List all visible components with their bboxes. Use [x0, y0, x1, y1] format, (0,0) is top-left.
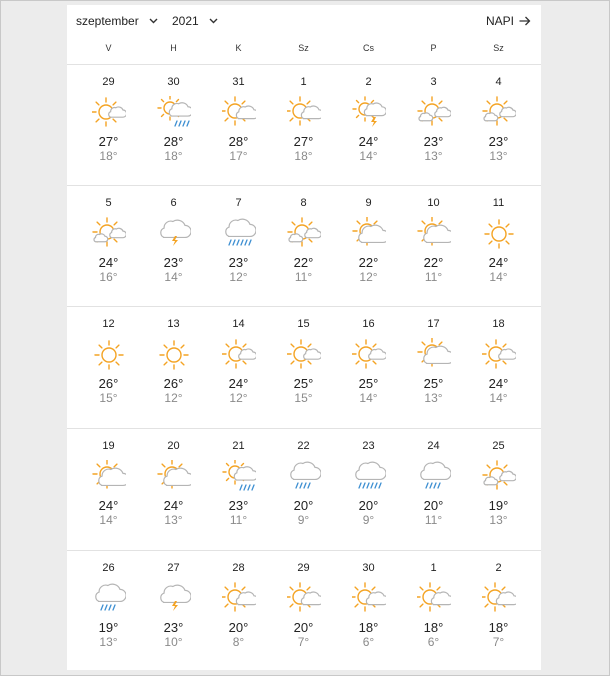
min-temperature: 13°: [424, 149, 443, 163]
max-temperature: 28°: [228, 134, 249, 149]
min-temperature: 13°: [424, 391, 443, 405]
day-cell[interactable]: [336, 307, 401, 417]
sun-icon: [92, 338, 126, 372]
year-select[interactable]: [172, 14, 218, 28]
max-temperature: 20°: [228, 620, 249, 635]
day-date: 12: [102, 318, 115, 330]
day-date: 4: [495, 76, 502, 88]
max-temperature: 26°: [98, 376, 119, 391]
cloud-rain-icon: [92, 582, 126, 616]
min-temperature: 13°: [489, 149, 508, 163]
sun-cloud-thunder-icon: [352, 96, 386, 130]
weekday-label: H: [170, 43, 177, 53]
sun-cloud-icon: [482, 582, 516, 616]
max-temperature: 23°: [163, 620, 184, 635]
day-cell[interactable]: [141, 186, 206, 296]
day-date: 2: [495, 562, 502, 574]
sun-cloud-small-icon: [352, 338, 386, 372]
max-temperature: 18°: [358, 620, 379, 635]
weekday-label: Sz: [298, 43, 309, 53]
sun-cloud-small-icon: [222, 338, 256, 372]
day-date: 17: [427, 318, 440, 330]
chevron-down-icon: [209, 18, 218, 24]
sun-cloud-big-icon: [92, 460, 126, 494]
day-date: 30: [167, 76, 180, 88]
min-temperature: 15°: [294, 391, 313, 405]
min-temperature: 10°: [164, 635, 183, 649]
max-temperature: 24°: [488, 376, 509, 391]
max-temperature: 20°: [293, 620, 314, 635]
min-temperature: 13°: [489, 513, 508, 527]
min-temperature: 14°: [164, 270, 183, 284]
min-temperature: 18°: [99, 149, 118, 163]
day-cell[interactable]: [141, 429, 206, 539]
day-cell[interactable]: [401, 551, 466, 661]
week-row: [76, 551, 531, 661]
max-temperature: 18°: [488, 620, 509, 635]
min-temperature: 18°: [164, 149, 183, 163]
day-cell[interactable]: [141, 551, 206, 661]
max-temperature: 19°: [98, 620, 119, 635]
day-date: 25: [492, 440, 505, 452]
min-temperature: 14°: [489, 391, 508, 405]
max-temperature: 24°: [98, 255, 119, 270]
min-temperature: 6°: [362, 635, 375, 649]
weekday-label: K: [235, 43, 242, 53]
day-cell[interactable]: [271, 551, 336, 661]
max-temperature: 23°: [488, 134, 509, 149]
day-date: 1: [430, 562, 437, 574]
min-temperature: 13°: [99, 635, 118, 649]
min-temperature: 15°: [99, 391, 118, 405]
weekday-header: [76, 43, 531, 53]
day-date: 16: [362, 318, 375, 330]
day-cell[interactable]: [76, 186, 141, 296]
cloud-rain-icon: [417, 460, 451, 494]
sun-cloud-rain-icon: [157, 96, 191, 130]
day-date: 8: [300, 197, 307, 209]
day-date: 11: [492, 197, 505, 209]
cloud-thunder-icon: [157, 582, 191, 616]
week-row: [76, 307, 531, 417]
sun-cloud-icon: [352, 582, 386, 616]
day-date: 28: [232, 562, 245, 574]
min-temperature: 14°: [99, 513, 118, 527]
day-date: 27: [167, 562, 180, 574]
max-temperature: 22°: [358, 255, 379, 270]
max-temperature: 22°: [293, 255, 314, 270]
min-temperature: 11°: [229, 513, 248, 527]
day-cell[interactable]: [401, 429, 466, 539]
max-temperature: 28°: [163, 134, 184, 149]
sun-cloud-big-icon: [157, 460, 191, 494]
cloud-rain-heavy-icon: [222, 217, 256, 251]
day-cell[interactable]: [466, 551, 531, 661]
week-row: [76, 186, 531, 296]
day-cell[interactable]: [76, 65, 141, 175]
max-temperature: 23°: [228, 498, 249, 513]
day-cell[interactable]: [206, 65, 271, 175]
day-cell[interactable]: [206, 429, 271, 539]
day-date: 24: [427, 440, 440, 452]
daily-view-link[interactable]: [486, 14, 531, 28]
sun-icon: [482, 217, 516, 251]
day-date: 29: [297, 562, 310, 574]
day-date: 18: [492, 318, 505, 330]
min-temperature: 9°: [362, 513, 375, 527]
calendar-panel: [67, 5, 541, 670]
max-temperature: 20°: [423, 498, 444, 513]
sun-cloud-big-icon: [352, 217, 386, 251]
day-date: 5: [105, 197, 112, 209]
min-temperature: 7°: [297, 635, 310, 649]
day-date: 21: [232, 440, 245, 452]
min-temperature: 6°: [427, 635, 440, 649]
max-temperature: 25°: [358, 376, 379, 391]
chevron-down-icon: [149, 18, 158, 24]
min-temperature: 11°: [424, 513, 443, 527]
min-temperature: 11°: [424, 270, 443, 284]
sun-cloud-icon: [222, 582, 256, 616]
max-temperature: 23°: [423, 134, 444, 149]
sun-icon: [157, 338, 191, 372]
max-temperature: 24°: [358, 134, 379, 149]
min-temperature: 12°: [229, 391, 248, 405]
sun-cloud-big-icon: [417, 338, 451, 372]
day-date: 9: [365, 197, 372, 209]
day-cell[interactable]: [401, 186, 466, 296]
day-date: 22: [297, 440, 310, 452]
weekday-label: Sz: [493, 43, 504, 53]
min-temperature: 7°: [492, 635, 505, 649]
day-date: 29: [102, 76, 115, 88]
day-cell[interactable]: [76, 429, 141, 539]
cloud-rain-heavy-icon: [352, 460, 386, 494]
day-cell[interactable]: [206, 551, 271, 661]
day-date: 15: [297, 318, 310, 330]
cloud-thunder-icon: [157, 217, 191, 251]
day-cell[interactable]: [141, 307, 206, 417]
day-cell[interactable]: [141, 65, 206, 175]
min-temperature: 17°: [229, 149, 248, 163]
max-temperature: 23°: [163, 255, 184, 270]
day-date: 1: [300, 76, 307, 88]
min-temperature: 16°: [99, 270, 118, 284]
day-cell[interactable]: [336, 429, 401, 539]
min-temperature: 8°: [232, 635, 245, 649]
max-temperature: 24°: [488, 255, 509, 270]
day-cell[interactable]: [401, 65, 466, 175]
max-temperature: 27°: [293, 134, 314, 149]
week-row: [76, 65, 531, 175]
min-temperature: 14°: [489, 270, 508, 284]
arrow-right-icon: [519, 16, 531, 26]
day-date: 23: [362, 440, 375, 452]
daily-view-label: NAPI: [485, 14, 514, 28]
day-date: 2: [365, 76, 372, 88]
day-cell[interactable]: [271, 65, 336, 175]
cloud-rain-icon: [287, 460, 321, 494]
sun-cloud-small-icon: [92, 96, 126, 130]
sun-cloud-icon: [222, 96, 256, 130]
sun-cloud-icon: [417, 582, 451, 616]
max-temperature: 20°: [293, 498, 314, 513]
max-temperature: 23°: [228, 255, 249, 270]
sun-cloud-icon: [287, 96, 321, 130]
sun-cloud-double-icon: [92, 217, 126, 251]
day-cell[interactable]: [336, 186, 401, 296]
day-date: 20: [167, 440, 180, 452]
min-temperature: 12°: [164, 391, 183, 405]
day-cell[interactable]: [206, 307, 271, 417]
sun-cloud-big-icon: [417, 217, 451, 251]
max-temperature: 25°: [423, 376, 444, 391]
sun-cloud-icon: [287, 582, 321, 616]
weekday-label: V: [105, 43, 112, 53]
day-cell[interactable]: [76, 307, 141, 417]
min-temperature: 13°: [164, 513, 183, 527]
calendar-header: [67, 5, 541, 37]
max-temperature: 24°: [228, 376, 249, 391]
day-date: 3: [430, 76, 437, 88]
min-temperature: 9°: [297, 513, 310, 527]
sun-cloud-double-icon: [482, 460, 516, 494]
max-temperature: 19°: [488, 498, 509, 513]
sun-cloud-small-icon: [287, 338, 321, 372]
day-date: 31: [232, 76, 245, 88]
day-cell[interactable]: [466, 186, 531, 296]
weekday-label: Cs: [363, 43, 374, 53]
day-cell[interactable]: [206, 186, 271, 296]
day-date: 10: [427, 197, 440, 209]
day-date: 14: [232, 318, 245, 330]
max-temperature: 24°: [163, 498, 184, 513]
min-temperature: 14°: [359, 149, 378, 163]
min-temperature: 12°: [229, 270, 248, 284]
day-cell[interactable]: [466, 307, 531, 417]
sun-cloud-double-icon: [287, 217, 321, 251]
sun-cloud-small-icon: [482, 338, 516, 372]
day-cell[interactable]: [271, 307, 336, 417]
day-cell[interactable]: [401, 307, 466, 417]
day-cell[interactable]: [466, 65, 531, 175]
month-select-label: szeptember: [76, 14, 139, 28]
sun-cloud-double-icon: [417, 96, 451, 130]
day-date: 7: [235, 197, 242, 209]
sun-cloud-rain-icon: [222, 460, 256, 494]
day-date: 6: [170, 197, 177, 209]
day-cell[interactable]: [76, 551, 141, 661]
max-temperature: 18°: [423, 620, 444, 635]
day-cell[interactable]: [271, 429, 336, 539]
min-temperature: 11°: [294, 270, 313, 284]
weekday-label: P: [430, 43, 437, 53]
sun-cloud-double-icon: [482, 96, 516, 130]
min-temperature: 12°: [359, 270, 378, 284]
max-temperature: 24°: [98, 498, 119, 513]
day-cell[interactable]: [336, 65, 401, 175]
day-date: 13: [167, 318, 180, 330]
month-select[interactable]: [76, 14, 158, 28]
max-temperature: 26°: [163, 376, 184, 391]
day-cell[interactable]: [466, 429, 531, 539]
day-cell[interactable]: [336, 551, 401, 661]
week-row: [76, 429, 531, 539]
max-temperature: 20°: [358, 498, 379, 513]
max-temperature: 27°: [98, 134, 119, 149]
max-temperature: 22°: [423, 255, 444, 270]
day-date: 19: [102, 440, 115, 452]
min-temperature: 14°: [359, 391, 378, 405]
max-temperature: 25°: [293, 376, 314, 391]
day-date: 26: [102, 562, 115, 574]
year-select-label: 2021: [172, 14, 199, 28]
min-temperature: 18°: [294, 149, 313, 163]
day-date: 30: [362, 562, 375, 574]
day-cell[interactable]: [271, 186, 336, 296]
